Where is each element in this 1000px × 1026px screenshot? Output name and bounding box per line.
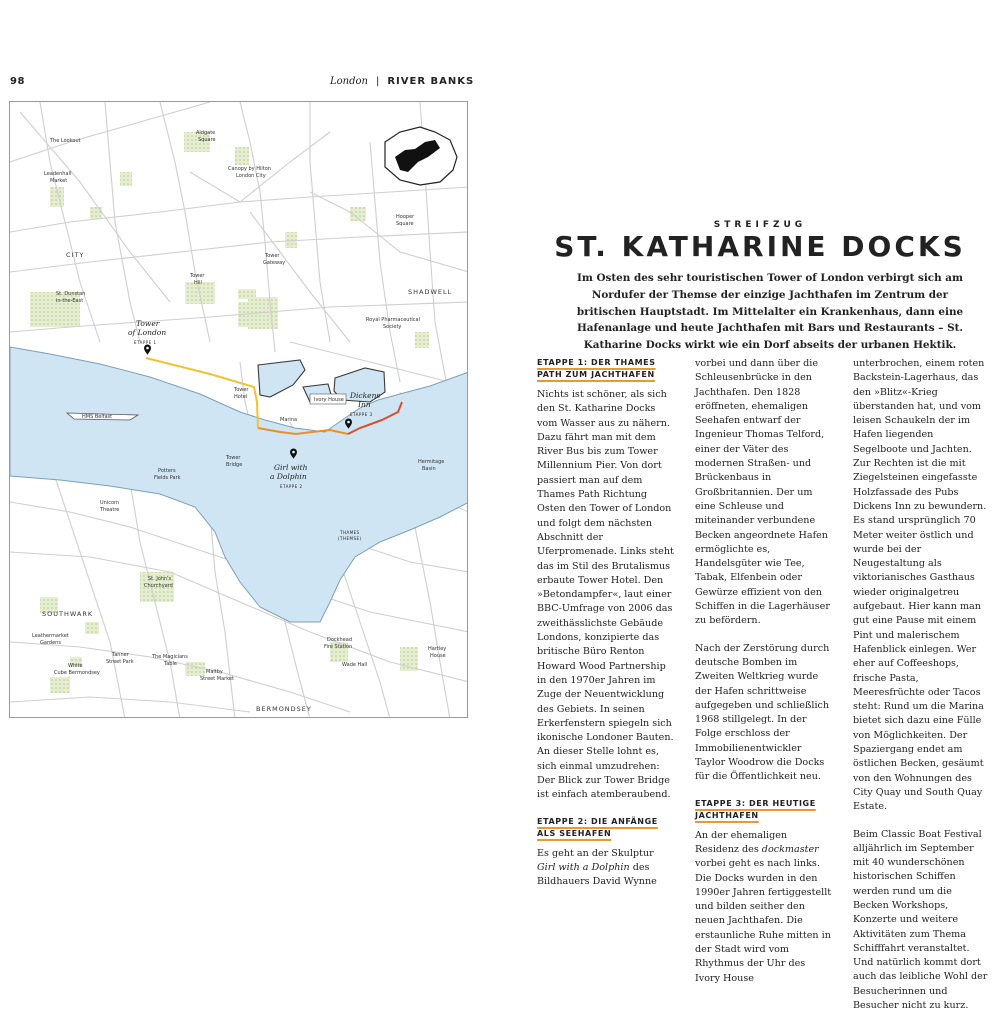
label-dockhead-2: Fire Station xyxy=(324,644,353,650)
paragraph-stage-3-start xyxy=(695,829,832,986)
label-rps: Royal Pharmaceutical xyxy=(366,317,421,323)
running-head-section: RIVER BANKS xyxy=(387,76,475,87)
running-head xyxy=(330,76,530,87)
label-tanner-2: Street Park xyxy=(106,659,134,665)
label-potters-2: Fields Park xyxy=(154,475,181,481)
label-wade-hall: Wade Hall xyxy=(342,662,368,668)
paragraph-stage-1: Nichts ist schöner, als sich den St. Katharine Docks vom Wasser aus zu nähern. Dazu fährt man mit dem River Bus bis zum Tower Millennium Pier. Von dort passiert man auf dem Thames Path Richtung Osten den Tower of London und folgt dem nächsten Abschnitt der Uferpromenade. Links steht das im Stil des Brutalismus erbaute Tower Hotel. Den »Betondampfer«, laut einer BBC-Umfrage von 2006 das zweithässlichste Gebäude Londons, konzipierte das britische Büro Renton Howard Wood Partnership in den 1970er Jahren im Zuge der Neuentwicklung des Gebiets. In seinen Erkerfenstern spiegeln sich ikonische Londoner Bauten. An dieser Stelle lohnt es, sich einmal umzudrehen: Der Blick zur Tower Bridge ist einfach atemberaubend. xyxy=(537,389,674,801)
stage-1-name: Tower xyxy=(136,319,160,328)
page-number: 98 xyxy=(10,76,25,87)
stage-1-tag: ETAPPE 1 xyxy=(134,340,157,345)
label-southwark: SOUTHWARK xyxy=(42,610,94,618)
label-st-dunstan-2: in-the-East xyxy=(56,298,84,304)
label-thames-2: (THEMSE) xyxy=(338,536,362,541)
label-aldgate-2: Square xyxy=(198,137,216,143)
heading-stage-1: ETAPPE 1: DER THAMES PATH ZUM JACHTHAFEN xyxy=(537,358,656,379)
label-white-cube: White xyxy=(68,663,83,669)
text-column-1 xyxy=(537,357,674,903)
sculpture-name: Girl with a Dolphin xyxy=(537,861,630,873)
heading-stage-2: ETAPPE 2: DIE ANFÄNGE ALS SEEHAFEN xyxy=(537,816,658,838)
stage-1-name-2: of London xyxy=(128,328,167,337)
label-tower-bridge: Tower xyxy=(226,455,241,461)
label-hermitage-2: Basin xyxy=(422,466,436,472)
label-the-lookout: The Lookout xyxy=(50,138,81,144)
label-hermitage: Hermitage xyxy=(418,459,445,465)
label-hartley: Hartley xyxy=(428,646,447,652)
stage-3-tag: ETAPPE 3 xyxy=(350,412,373,417)
label-shadwell: SHADWELL xyxy=(408,288,453,296)
stage-2-tag: ETAPPE 2 xyxy=(280,484,303,489)
label-ivory-house: Ivory House xyxy=(314,397,344,403)
label-rps-2: Society xyxy=(383,324,402,330)
label-hooper-2: Square xyxy=(396,221,414,227)
paragraph-festival: Beim Classic Boat Festival alljährlich im September mit 40 wunderschönen historischen Schiffen werden rund um die Becken Workshops, Konzerte und weitere Aktivitäten zum Thema Schifffahrt veranstaltet. Und natürlich kommt dort auch das leibliche Wohl der Besucherinnen und Besucher nicht zu kurz. xyxy=(853,828,988,1012)
label-bermondsey: BERMONDSEY xyxy=(256,705,312,713)
map-svg xyxy=(10,102,468,718)
label-tower-gateway-2: Gateway xyxy=(263,260,286,266)
text-run: Es geht an der Skulptur xyxy=(537,847,654,859)
running-head-city: London xyxy=(330,76,368,87)
article-kicker: STREIFZUG xyxy=(713,220,807,230)
label-canopy: Canopy by Hilton xyxy=(228,166,271,172)
label-unicorn-2: Theatre xyxy=(100,507,120,513)
label-leathermarket-2: Gardens xyxy=(40,640,61,646)
text-run: An der ehemaligen Residenz des xyxy=(695,829,788,855)
label-thames: THAMES xyxy=(340,530,360,535)
running-head-separator: | xyxy=(375,76,380,87)
label-dockhead: Dockhead xyxy=(327,637,353,643)
text-column-2 xyxy=(695,357,832,999)
paragraph-stage-2-cont: vorbei und dann über die Schleusenbrücke in den Jachthafen. Den 1828 eröffneten, ehemaligen Seehafen entwarf der Ingenieur Thomas Telford, einer der Väter des modernen Straßen- und Brückenbaus in Großbritannien. Der um eine Schleuse und miteinander verbundene Becken angeordnete Hafen ermöglichte es, Handelsgüter wie Tee, Tabak, Elfenbein oder Gewürze effizient von den Schiffen in die Lagerhäuser zu befördern. xyxy=(695,358,830,627)
label-tower-hill: Tower xyxy=(190,273,205,279)
article-lead: Im Osten des sehr touristischen Tower of London verbirgt sich am Nordufer der Themse der einzige Jachthafen im Zentrum der britischen Hauptstadt. Im Mittelalter ein Krankenhaus, dann eine Hafenanlage und heute Jachthafen mit Bars und Restaurants – St. Katharine Docks wirkt wie ein Dorf abseits der urbanen Hektik. xyxy=(576,272,964,352)
paragraph-history: Nach der Zerstörung durch deutsche Bomben im Zweiten Weltkrieg wurde der Hafen schrittweise aufgegeben und schließlich 1968 stillgelegt. In der Folge erschloss der Immobilienentwickler Taylor Woodrow die Docks für die Öffentlichkeit neu. xyxy=(695,642,830,783)
label-tower-hotel: Tower xyxy=(234,387,249,393)
label-leathermarket: Leathermarket xyxy=(32,633,69,639)
paragraph-stage-3-cont: unterbrochen, einem roten Backstein-Lagerhaus, das den »Blitz«-Krieg überstanden hat, und vom leisen Schaukeln der im Hafen liegenden Segelboote und Jachten. Zur Rechten ist die mit Ziegelsteinen eingefasste Holzfassade des Pubs Dickens Inn zu bewundern. Es stand ursprünglich 70 Meter weiter östlich und wurde bei der Neugestaltung als viktorianisches Gasthaus wieder originalgetreu aufgebaut. Hier kann man gut eine Pause mit einem Pint und malerischem Hafenblick einlegen. Wer eher auf Coffeeshops, frische Pasta, Meeresfrüchte oder Tacos steht: Rund um die Marina bietet sich dazu eine Fülle von Möglichkeiten. Der Spaziergang endet am östlichen Becken, gesäumt von den Wohnungen des City Quay und South Quay Estate. xyxy=(853,358,987,813)
label-tower-hotel-2: Hotel xyxy=(234,394,248,400)
text-run: vorbei geht es nach links. Die Docks wurden in den 1990er Jahren fertiggestellt und bilden seither den neuen Jachthafen. Die erstaunliche Ruhe mitten in der Stadt wird vom Rhythmus der Uhr des Ivory House xyxy=(695,858,832,984)
label-hms-belfast: HMS Belfast xyxy=(82,414,113,420)
text-column-3 xyxy=(853,357,990,1026)
label-potters: Potters xyxy=(158,468,176,474)
label-magicians-2: Table xyxy=(164,661,177,667)
label-leadenhall-2: Market xyxy=(50,178,68,184)
label-unicorn: Unicorn xyxy=(100,500,120,506)
label-hooper: Hooper xyxy=(396,214,415,220)
label-tanner: Tanner xyxy=(112,652,129,658)
paragraph-stage-2-start xyxy=(537,847,674,890)
label-maltby-2: Street Market xyxy=(200,676,234,682)
label-hartley-2: House xyxy=(430,653,446,659)
label-city: CITY xyxy=(66,251,85,259)
label-canopy-2: London City xyxy=(236,173,266,179)
label-maltby: Maltby xyxy=(206,669,223,675)
label-white-cube-2: Cube Bermondsey xyxy=(54,670,100,676)
label-st-dunstan: St. Dunstan xyxy=(56,291,86,297)
label-st-johns-2: Churchyard xyxy=(144,583,173,589)
label-tower-hill-2: Hill xyxy=(194,280,202,286)
label-aldgate: Aldgate xyxy=(196,130,216,136)
stage-3-name: Dickens xyxy=(350,391,381,400)
article-title: ST. KATHARINE DOCKS xyxy=(554,230,966,263)
stage-2-name: Girl with xyxy=(274,463,308,472)
label-tower-gateway: Tower xyxy=(265,253,280,259)
label-leadenhall: Leadenhall xyxy=(44,171,72,177)
label-tower-bridge-2: Bridge xyxy=(226,462,243,468)
stage-2-name-2: a Dolphin xyxy=(270,472,307,481)
dockmaster-term: dockmaster xyxy=(761,843,819,855)
heading-stage-3: ETAPPE 3: DER HEUTIGE JACHTHAFEN xyxy=(695,798,816,820)
stage-3-name-2: Inn xyxy=(358,400,371,409)
label-magicians: The Magicians xyxy=(152,654,188,660)
label-marina: Marina xyxy=(280,417,298,423)
route-map xyxy=(9,101,468,718)
text-run: des Bildhauers David Wynne xyxy=(537,861,657,888)
label-st-johns: St. John's xyxy=(148,576,172,582)
